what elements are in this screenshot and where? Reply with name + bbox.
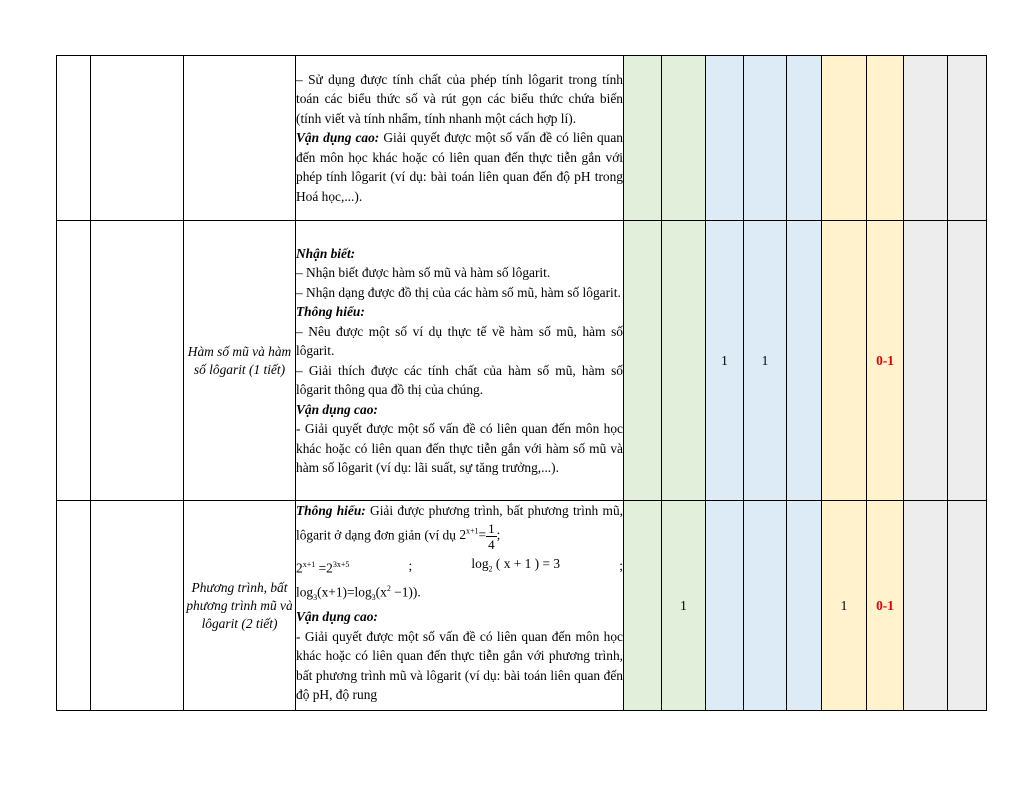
description-line: – Nhận biết được hàm số mũ và hàm số lôgarit.: [296, 265, 551, 280]
topic-cell: Phương trình, bất phương trình mũ và lôgarit (2 tiết): [184, 501, 296, 711]
description-line: – Nêu được một số ví dụ thực tế về hàm số mũ, hàm số lôgarit.: [296, 323, 623, 358]
count-cell: [948, 221, 987, 501]
count-cell: [822, 56, 867, 221]
count-cell: [624, 501, 662, 711]
count-cell: 1: [706, 221, 744, 501]
description-line: Vận dụng cao:: [296, 609, 378, 625]
stt-cell: [57, 56, 91, 221]
content-cell: [91, 221, 184, 501]
topic-cell: Hàm số mũ và hàm số lôgarit (1 tiết): [184, 221, 296, 501]
table-row: [57, 56, 987, 221]
description-cell: [296, 501, 624, 711]
description-line: Vận dụng cao: Giải quyết được một số vấn đề có liên quan đến môn học khác hoặc có liên quan đến thực tiễn gắn với phép tính lôgarit (ví dụ: bài toán liên quan đến độ pH trong Hoá học,...).: [296, 130, 623, 204]
math-line: $\log_3(x+1)=\log_3(x^2 -1)$).: [296, 583, 421, 602]
description-line: Thông hiểu: Giải được phương trình, bất phương trình mũ, lôgarit ở dạng đơn giản (ví dụ $2^{x+1}=$ $\frac{1}{4}$ ;: [296, 503, 623, 552]
math-equation: $2^{x+1}=$ $\frac{1}{4}$ ;: [459, 520, 501, 552]
description-cell: [296, 56, 624, 221]
count-cell: 1: [744, 221, 787, 501]
count-cell: [624, 56, 662, 221]
count-cell: [787, 56, 822, 221]
count-cell: [904, 221, 948, 501]
matrix-table: [56, 55, 987, 711]
description-line: - Giải quyết được một số vấn đề có liên quan đến môn học khác hoặc có liên quan đến thực tiễn gắn với phương trình, bất phương trình mũ và lôgarit (ví dụ: bài toán liên quan đến độ pH, độ rung: [296, 628, 623, 703]
count-cell: [706, 501, 744, 711]
count-cell: [904, 56, 948, 221]
description-line: Nhận biết:: [296, 245, 356, 261]
table-row: [57, 221, 987, 501]
count-cell: [822, 221, 867, 501]
description-line: Vận dụng cao:: [296, 401, 378, 417]
count-cell: [624, 221, 662, 501]
description-line: Thông hiểu:: [296, 304, 365, 319]
content-cell: [91, 501, 184, 711]
topic-cell: [184, 56, 296, 221]
score-cell: [867, 56, 904, 221]
count-cell: [787, 501, 822, 711]
fraction: $\frac{1}{4}$: [488, 520, 495, 552]
score-cell: 0-1: [867, 221, 904, 501]
description-line: – Giải thích được các tính chất của hàm số mũ, hàm số lôgarit thông qua đồ thị của chúng.: [296, 362, 623, 397]
score-cell: 0-1: [867, 501, 904, 711]
math-line: $2^{x+1} =2^{3x+5}$ ; $\log_2$ ( x + 1 ) = 3 ;: [296, 554, 623, 579]
count-cell: 1: [822, 501, 867, 711]
stt-cell: [57, 501, 91, 711]
count-cell: [904, 501, 948, 711]
count-cell: [662, 56, 706, 221]
count-cell: [787, 221, 822, 501]
description-line: – Sử dụng được tính chất của phép tính lôgarit trong tính toán các biểu thức số và rút gọn các biểu thức chứa biến (tính viết và tính nhẩm, tính nhanh một cách hợp lí).: [296, 71, 623, 126]
description-line: – Nhận dạng được đồ thị của các hàm số mũ, hàm số lôgarit.: [296, 284, 621, 300]
stt-cell: [57, 221, 91, 501]
count-cell: [662, 221, 706, 501]
math-equation: $\log_2$ ( x + 1 ) = 3: [471, 555, 561, 574]
count-cell: 1: [662, 501, 706, 711]
count-cell: [948, 56, 987, 221]
count-cell: [948, 501, 987, 711]
count-cell: [706, 56, 744, 221]
description-line: - Giải quyết được một số vấn đề có liên quan đến môn học khác hoặc có liên quan đến thực tiễn gắn với hàm số mũ và hàm số lôgarit (ví dụ: lãi suất, sự tăng trưởng,...).: [296, 421, 623, 475]
table-row: [57, 501, 987, 711]
count-cell: [744, 501, 787, 711]
content-cell: [91, 56, 184, 221]
count-cell: [744, 56, 787, 221]
description-cell: [296, 221, 624, 501]
math-equation: $2^{x+1} =2^{3x+5}$: [296, 559, 350, 576]
